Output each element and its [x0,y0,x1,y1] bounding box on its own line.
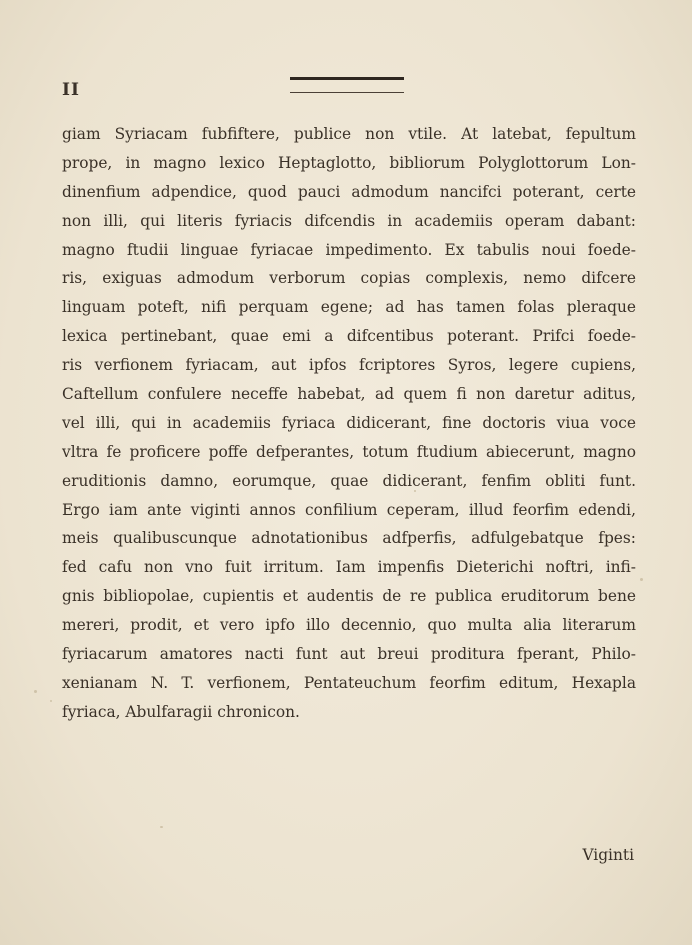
text-line: vltra fe proficere poffe defperantes, totum ftudium abiecerunt, magno [62,442,636,461]
body-text [62,120,636,727]
text-line: mereri, prodit, et vero ipfo illo decennio, quo multa alia literarum [62,616,636,635]
paper-speck [414,490,416,492]
text-line-last: fyriaca, Abulfaragii chronicon. [62,702,300,721]
text-line: linguam poteft, nifi perquam egene; ad has tamen folas pleraque [62,298,636,317]
text-line: xenianam N. T. verfionem, Pentateuchum feorfim editum, Hexapla [62,673,636,692]
text-line: fyriacarum amatores nacti funt aut breui proditura fperant, Philo- [62,645,636,664]
text-line: Ergo iam ante viginti annos confilium ceperam, illud feorfim edendi, [62,500,636,519]
paper-speck [640,578,643,581]
text-line: ris verfionem fyriacam, aut ipfos fcriptores Syros, legere cupiens, [62,356,636,375]
header-rule-thin [290,92,404,93]
paper-speck [50,700,52,702]
paper-speck [160,826,163,828]
text-line: gnis bibliopolae, cupientis et audentis de re publica eruditorum bene [62,587,636,606]
text-line: giam Syriacam fubfiftere, publice non vtile. At latebat, fepultum [62,125,636,143]
page-number: II [62,80,80,100]
paper-speck [34,690,37,693]
text-line: Caftellum confulere neceffe habebat, ad quem fi non daretur aditus, [62,385,636,404]
text-line: prope, in magno lexico Heptaglotto, bibliorum Polyglottorum Lon- [62,153,636,172]
text-line: dinenfium adpendice, quod pauci admodum nancifci poterant, certe [62,182,636,201]
header-ornament-rule [290,77,404,80]
text-line: eruditionis damno, eorumque, quae didicerant, fenfim obliti funt. [62,471,636,490]
text-line: magno ftudii linguae fyriacae impedimento. Ex tabulis noui foede- [62,240,636,259]
text-line: vel illi, qui in academiis fyriaca didicerant, fine doctoris viua voce [62,413,636,432]
text-line: fed cafu non vno fuit irritum. Iam impenfis Dieterichi noftri, infi- [62,558,636,577]
text-line: ris, exiguas admodum verborum copias complexis, nemo difcere [62,269,636,288]
text-line: non illi, qui literis fyriacis difcendis in academiis operam dabant: [62,211,636,230]
catchword: Viginti [582,846,634,864]
text-line: lexica pertinebant, quae emi a difcentibus poterant. Prifci foede- [62,327,636,346]
text-line: meis qualibuscunque adnotationibus adfperfis, adfulgebatque fpes: [62,529,636,548]
